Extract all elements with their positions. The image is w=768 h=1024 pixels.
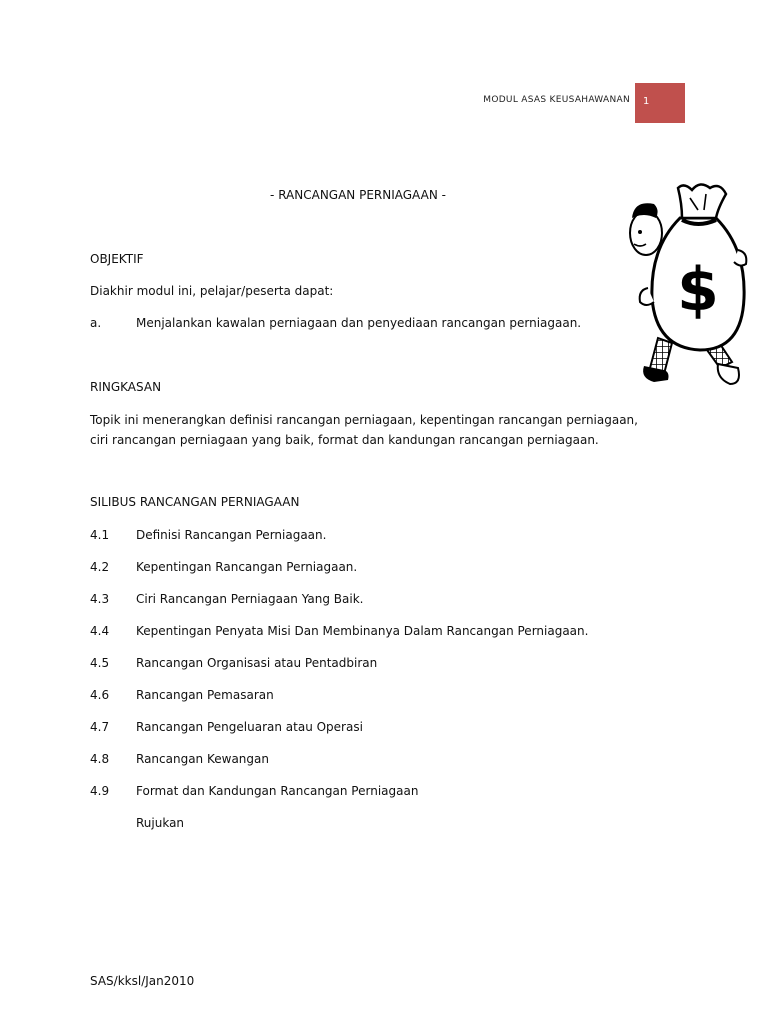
objektif-heading: OBJEKTIF bbox=[90, 252, 144, 266]
silibus-item-text: Ciri Rancangan Perniagaan Yang Baik. bbox=[136, 592, 364, 606]
silibus-item-number: 4.1 bbox=[90, 528, 110, 542]
footer-text: SAS/kksl/Jan2010 bbox=[90, 974, 195, 988]
silibus-item-text: Definisi Rancangan Perniagaan. bbox=[136, 528, 327, 542]
silibus-item-text: Kepentingan Penyata Misi Dan Membinanya Dalam Rancangan Perniagaan. bbox=[136, 624, 589, 638]
page-number-badge bbox=[635, 83, 685, 123]
silibus-item-text: Rancangan Pemasaran bbox=[136, 688, 274, 702]
header-title: MODUL ASAS KEUSAHAWANAN bbox=[483, 95, 630, 105]
silibus-heading: SILIBUS RANCANGAN PERNIAGAAN bbox=[90, 495, 300, 509]
silibus-item-text: Rancangan Kewangan bbox=[136, 752, 269, 766]
silibus-item-text: Rancangan Pengeluaran atau Operasi bbox=[136, 720, 363, 734]
ringkasan-heading: RINGKASAN bbox=[90, 380, 162, 394]
silibus-item-text: Rujukan bbox=[136, 816, 185, 830]
silibus-item-number: 4.9 bbox=[90, 784, 110, 798]
page-number: 1 bbox=[643, 96, 650, 107]
silibus-item-number: 4.3 bbox=[90, 592, 110, 606]
silibus-item-number: 4.2 bbox=[90, 560, 110, 574]
objektif-item-text: Menjalankan kawalan perniagaan dan penyediaan rancangan perniagaan. bbox=[136, 316, 582, 330]
document-title: - RANCANGAN PERNIAGAAN - bbox=[270, 188, 446, 202]
objektif-item-label: a. bbox=[90, 316, 102, 330]
dollar-sign-icon: $ bbox=[677, 255, 719, 325]
ringkasan-text: Topik ini menerangkan definisi rancangan perniagaan, kepentingan rancangan perniagaan, ciri rancangan perniagaan yang baik, format dan kandungan rancangan perniagaan. bbox=[90, 413, 638, 447]
silibus-item-number: 4.7 bbox=[90, 720, 110, 734]
objektif-intro: Diakhir modul ini, pelajar/peserta dapat: bbox=[90, 284, 334, 298]
silibus-item-number: 4.4 bbox=[90, 624, 110, 638]
silibus-item-text: Format dan Kandungan Rancangan Perniagaan bbox=[136, 784, 419, 798]
money-bag-man-icon bbox=[620, 178, 755, 398]
silibus-item-text: Kepentingan Rancangan Perniagaan. bbox=[136, 560, 358, 574]
silibus-item-number: 4.5 bbox=[90, 656, 110, 670]
silibus-item-text: Rancangan Organisasi atau Pentadbiran bbox=[136, 656, 378, 670]
silibus-item-number: 4.8 bbox=[90, 752, 110, 766]
silibus-item-number: 4.6 bbox=[90, 688, 110, 702]
